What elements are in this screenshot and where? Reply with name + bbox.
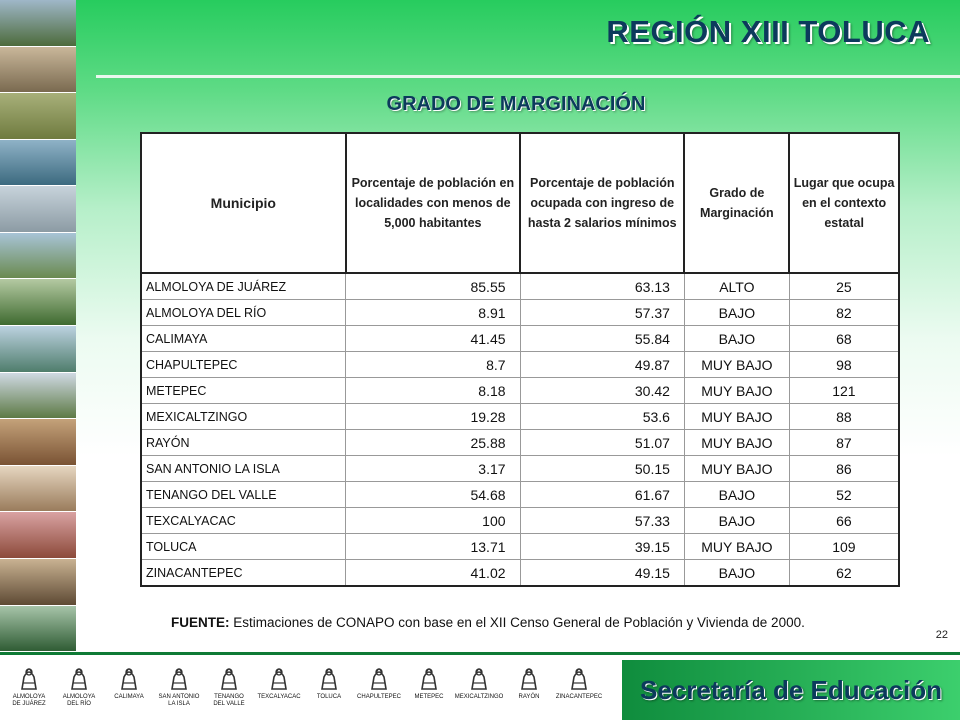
table-row <box>141 534 899 560</box>
pct-ingreso-cell: 49.87 <box>520 352 684 378</box>
lugar-cell: 82 <box>789 300 899 326</box>
table-row <box>141 482 899 508</box>
lugar-cell: 109 <box>789 534 899 560</box>
lugar-cell: 88 <box>789 404 899 430</box>
zinacantepec-glyph-icon <box>564 663 594 693</box>
grado-cell: BAJO <box>684 300 789 326</box>
pct-ingreso-cell: 55.84 <box>520 326 684 352</box>
table-row <box>141 326 899 352</box>
almoloya-del-rio-glyph-icon <box>64 663 94 693</box>
metepec-glyph-icon <box>414 663 444 693</box>
calimaya-glyph-icon <box>114 663 144 693</box>
municipio-glyph-label: ZINACANTEPEC <box>555 694 603 700</box>
table-row <box>141 273 899 300</box>
photo-meadow <box>0 606 76 653</box>
grado-cell: MUY BAJO <box>684 378 789 404</box>
chapultepec-glyph-icon <box>364 663 394 693</box>
table-row <box>141 378 899 404</box>
grado-cell: MUY BAJO <box>684 430 789 456</box>
photo-market <box>0 512 76 559</box>
source-text: Estimaciones de CONAPO con base en el XII Censo General de Población y Vivienda de 2000. <box>229 615 805 630</box>
municipio-cell: CALIMAYA <box>141 326 346 352</box>
mexicaltzingo-glyph-icon <box>464 663 494 693</box>
source-label: FUENTE: <box>171 615 230 630</box>
municipio-cell: RAYÓN <box>141 430 346 456</box>
page-number: 22 <box>935 629 948 641</box>
municipio-cell: ALMOLOYA DEL RÍO <box>141 300 346 326</box>
municipio-cell: ALMOLOYA DE JUÁREZ <box>141 273 346 300</box>
pct-localidades-cell: 41.45 <box>346 326 520 352</box>
pct-ingreso-cell: 39.15 <box>520 534 684 560</box>
pct-localidades-cell: 25.88 <box>346 430 520 456</box>
grado-cell: BAJO <box>684 560 789 587</box>
lugar-cell: 121 <box>789 378 899 404</box>
pct-ingreso-cell: 51.07 <box>520 430 684 456</box>
pct-ingreso-cell: 57.33 <box>520 508 684 534</box>
secretaria-banner <box>622 660 960 720</box>
municipio-glyph <box>556 662 602 707</box>
san-antonio-la-isla-glyph-icon <box>164 663 194 693</box>
header-divider <box>96 75 960 78</box>
col-header-municipio: Municipio <box>141 133 346 273</box>
municipio-glyph-label: TENANGO DEL VALLE <box>213 694 245 707</box>
lugar-cell: 52 <box>789 482 899 508</box>
municipio-glyph <box>206 662 252 707</box>
municipio-glyph-label: SAN ANTONIO LA ISLA <box>158 694 200 707</box>
municipio-cell: SAN ANTONIO LA ISLA <box>141 456 346 482</box>
photo-church <box>0 559 76 606</box>
photo-cathedral <box>0 47 76 94</box>
municipio-glyph-label: CALIMAYA <box>114 694 144 700</box>
municipio-glyph <box>56 662 102 707</box>
photo-volcano <box>0 373 76 420</box>
grado-cell: BAJO <box>684 326 789 352</box>
municipio-glyph-label: CHAPULTEPEC <box>357 694 401 700</box>
grado-cell: ALTO <box>684 273 789 300</box>
municipio-cell: METEPEC <box>141 378 346 404</box>
source-note <box>171 615 805 630</box>
municipio-cell: TENANGO DEL VALLE <box>141 482 346 508</box>
table-row <box>141 352 899 378</box>
pct-ingreso-cell: 30.42 <box>520 378 684 404</box>
lugar-cell: 25 <box>789 273 899 300</box>
municipio-glyph <box>306 662 352 707</box>
toluca-glyph-icon <box>314 663 344 693</box>
tenango-del-valle-glyph-icon <box>214 663 244 693</box>
col-header-pct-ingreso: Porcentaje de población ocupada con ingreso de hasta 2 salarios mínimos <box>520 133 684 273</box>
grado-cell: MUY BAJO <box>684 404 789 430</box>
pct-ingreso-cell: 49.15 <box>520 560 684 587</box>
section-title: GRADO DE MARGINACIÓN <box>386 93 646 115</box>
municipio-cell: TEXCALYACAC <box>141 508 346 534</box>
municipio-glyph <box>406 662 452 707</box>
municipio-glyph-label: ALMOLOYA DEL RÍO <box>62 694 96 707</box>
pct-localidades-cell: 3.17 <box>346 456 520 482</box>
almoloya-de-juarez-glyph-icon <box>14 663 44 693</box>
pct-ingreso-cell: 61.67 <box>520 482 684 508</box>
table-row <box>141 456 899 482</box>
pct-localidades-cell: 8.7 <box>346 352 520 378</box>
municipio-glyph <box>156 662 202 707</box>
secretaria-label: Secretaría de Educación <box>639 674 943 705</box>
pct-localidades-cell: 8.91 <box>346 300 520 326</box>
grado-cell: MUY BAJO <box>684 352 789 378</box>
grado-cell: BAJO <box>684 508 789 534</box>
municipio-cell: TOLUCA <box>141 534 346 560</box>
lugar-cell: 98 <box>789 352 899 378</box>
photo-chapel <box>0 466 76 513</box>
col-header-grado: Grado de Marginación <box>684 133 789 273</box>
marginacion-table <box>140 132 900 587</box>
photo-bridge <box>0 326 76 373</box>
municipio-cell: CHAPULTEPEC <box>141 352 346 378</box>
col-header-lugar: Lugar que ocupa en el contexto estatal <box>789 133 899 273</box>
photo-landscape <box>0 0 76 47</box>
col-header-pct-localidades: Porcentaje de población en localidades con menos de 5,000 habitantes <box>346 133 520 273</box>
pct-ingreso-cell: 63.13 <box>520 273 684 300</box>
pct-ingreso-cell: 57.37 <box>520 300 684 326</box>
texcalyacac-glyph-icon <box>264 663 294 693</box>
municipio-glyph-label: METEPEC <box>414 694 444 700</box>
pct-ingreso-cell: 53.6 <box>520 404 684 430</box>
photo-town <box>0 186 76 233</box>
lugar-cell: 66 <box>789 508 899 534</box>
rayon-glyph-icon <box>514 663 544 693</box>
table-row <box>141 430 899 456</box>
photo-hills <box>0 233 76 280</box>
lugar-cell: 62 <box>789 560 899 587</box>
municipio-glyph <box>256 662 302 707</box>
photo-lake-boat <box>0 140 76 187</box>
photo-arches <box>0 419 76 466</box>
municipio-cell: MEXICALTZINGO <box>141 404 346 430</box>
pct-localidades-cell: 54.68 <box>346 482 520 508</box>
table-row <box>141 404 899 430</box>
municipio-glyph-label: ALMOLOYA DE JUÁREZ <box>12 694 46 707</box>
pct-localidades-cell: 8.18 <box>346 378 520 404</box>
pct-localidades-cell: 100 <box>346 508 520 534</box>
lugar-cell: 87 <box>789 430 899 456</box>
grado-cell: MUY BAJO <box>684 534 789 560</box>
table-row <box>141 300 899 326</box>
municipio-glyph-label: TEXCALYACAC <box>257 694 301 700</box>
municipio-glyph-label: RAYÓN <box>518 694 540 700</box>
municipio-glyph-label: TOLUCA <box>316 694 342 700</box>
table-row <box>141 560 899 587</box>
table-header-row <box>141 133 899 273</box>
grado-cell: BAJO <box>684 482 789 508</box>
municipio-glyph <box>456 662 502 707</box>
grado-cell: MUY BAJO <box>684 456 789 482</box>
municipio-cell: ZINACANTEPEC <box>141 560 346 587</box>
municipio-glyph <box>6 662 52 707</box>
municipio-glyph-label: MEXICALTZINGO <box>454 694 504 700</box>
pct-ingreso-cell: 50.15 <box>520 456 684 482</box>
pct-localidades-cell: 41.02 <box>346 560 520 587</box>
municipio-glyph <box>506 662 552 707</box>
municipio-glyph <box>106 662 152 707</box>
table-row <box>141 508 899 534</box>
region-title: REGIÓN XIII TOLUCA <box>606 14 930 49</box>
table-body <box>141 273 899 586</box>
pct-localidades-cell: 19.28 <box>346 404 520 430</box>
municipio-glyphs <box>6 662 602 707</box>
pct-localidades-cell: 85.55 <box>346 273 520 300</box>
lugar-cell: 86 <box>789 456 899 482</box>
pct-localidades-cell: 13.71 <box>346 534 520 560</box>
municipio-glyph <box>356 662 402 707</box>
photo-trees <box>0 279 76 326</box>
lugar-cell: 68 <box>789 326 899 352</box>
